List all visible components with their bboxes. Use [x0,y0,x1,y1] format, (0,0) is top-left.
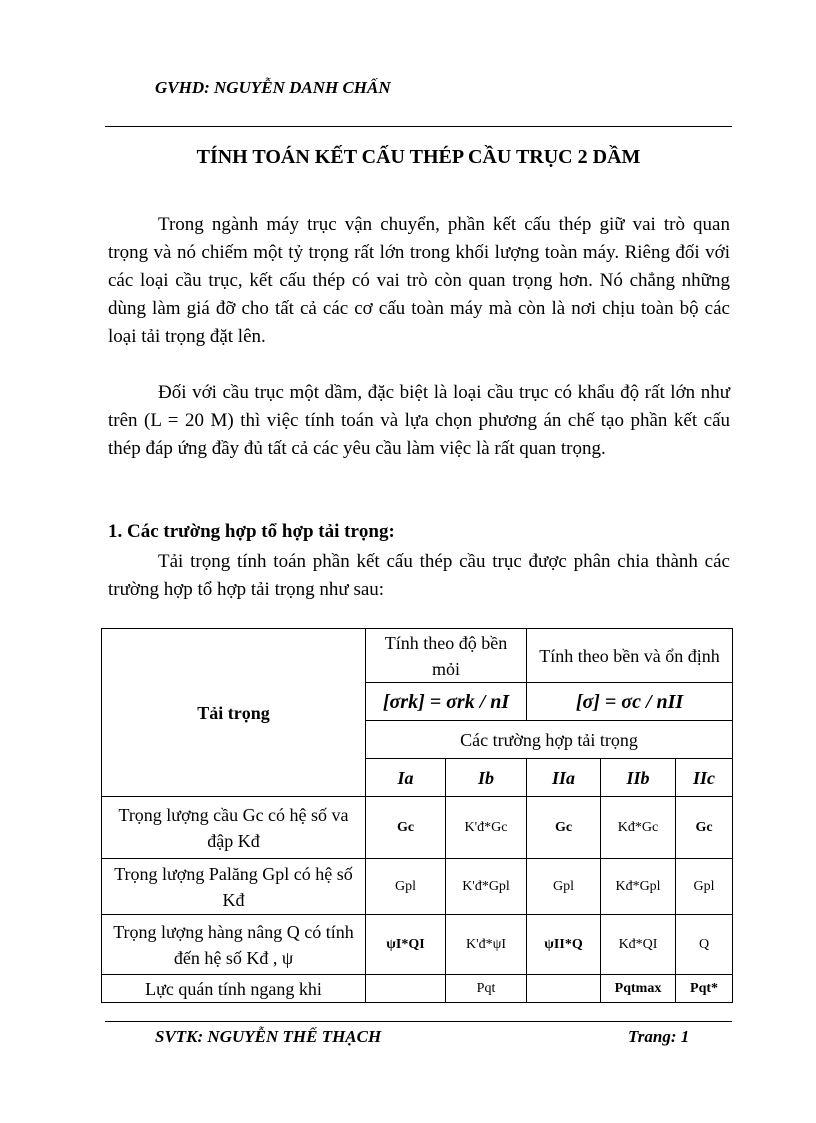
section-heading: 1. Các trường hợp tổ hợp tải trọng: [108,521,395,542]
row-label-inertia-force: Lực quán tính ngang khi [102,975,366,1003]
cases-header: Các trường hợp tải trọng [366,721,733,759]
case-iia: IIa [527,759,601,797]
table-cell: Kđ*QI [601,915,676,975]
table-cell: Gpl [527,859,601,915]
footer-page-number: Trang: 1 [628,1027,690,1046]
load-combination-table [101,628,733,1003]
load-header: Tải trọng [102,629,366,797]
paragraph-intro: Trong ngành máy trục vận chuyển, phần kết cấu thép giữ vai trò quan trọng và nó chiếm một tỷ trọng rất lớn trong khối lượng toàn máy. Riêng đối với các loại cầu trục, kết cấu thép có vai trò còn quan trọng hơn. Nó chẳng những dùng làm giá đỡ cho tất cả các cơ cấu toàn máy mà còn là nơi chịu toàn bộ các loại tải trọng đặt lên. [108,214,730,347]
table-cell [366,975,446,1003]
table-cell: Kđ*Gpl [601,859,676,915]
case-ib: Ib [446,759,527,797]
table-cell: Q [676,915,733,975]
header-rule [105,126,732,127]
table-cell: K'đ*Gc [446,797,527,859]
table-cell: ψI*QI [366,915,446,975]
paragraph-single-girder: Đối với cầu trục một dầm, đặc biệt là loại cầu trục có khẩu độ rất lớn như trên (L = 20 M) thì việc tính toán và lựa chọn phương án chế tạo phần kết cấu thép đáp ứng đầy đủ tất cả các yêu cầu làm việc là rất quan trọng. [108,382,730,459]
table-cell: Gc [527,797,601,859]
footer-rule [105,1021,732,1022]
row-label-bridge-weight: Trọng lượng cầu Gc có hệ số va đập Kđ [102,797,366,859]
fatigue-header: Tính theo độ bền mỏi [366,629,527,683]
table-cell: Pqt [446,975,527,1003]
table-cell: Gpl [676,859,733,915]
table-cell: Pqt* [676,975,733,1003]
footer-student: SVTK: NGUYỄN THẾ THẠCH [155,1027,382,1046]
row-label-load-weight: Trọng lượng hàng nâng Q có tính đến hệ số Kđ , ψ [102,915,366,975]
strength-formula: [σ] = σc / nII [527,683,733,721]
case-iib: IIb [601,759,676,797]
case-ia: Ia [366,759,446,797]
fatigue-formula: [σrk] = σrk / nI [366,683,527,721]
section-intro: Tải trọng tính toán phần kết cấu thép cầu trục được phân chia thành các trường hợp tổ hợp tải trọng như sau: [108,551,730,600]
table-cell: Gpl [366,859,446,915]
table-cell [527,975,601,1003]
table-cell: ψII*Q [527,915,601,975]
table-cell: Gc [676,797,733,859]
row-label-hoist-weight: Trọng lượng Palăng Gpl có hệ số Kđ [102,859,366,915]
table-cell: Pqtmax [601,975,676,1003]
strength-header: Tính theo bền và ổn định [527,629,733,683]
header-instructor: GVHD: NGUYỄN DANH CHẤN [155,78,391,97]
table-cell: Kđ*Gc [601,797,676,859]
table-cell: K'đ*ψI [446,915,527,975]
page-title: TÍNH TOÁN KẾT CẤU THÉP CẦU TRỤC 2 DẦM [196,146,641,168]
case-iic: IIc [676,759,733,797]
table-cell: Gc [366,797,446,859]
table-cell: K'đ*Gpl [446,859,527,915]
